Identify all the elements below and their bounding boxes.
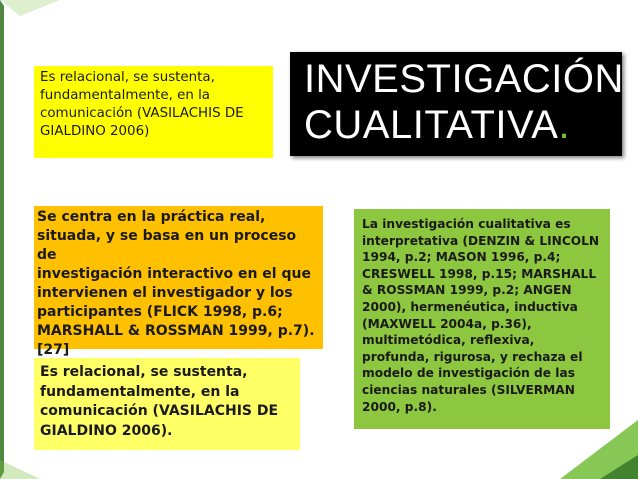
title-line-2-text: CUALITATIVA xyxy=(304,103,559,147)
title-line-2 xyxy=(304,102,608,148)
title-period: . xyxy=(558,103,571,147)
text-box-interpretative-green: La investigación cualitativa es interpretativa (DENZIN & LINCOLN 1994, p.2; MASON 1996, p.4; CRESWELL 1998, p.15; MARSHALL & ROSSMAN 1999, p.2; ANGEN 2000), hermenéutica, inductiva (MAXWELL 2004a, p.36), multimetódica, reflexiva, profunda, rigurosa, y rechaza el modelo de investigación de las ciencias naturales (SILVERMAN 2000, p.8). xyxy=(354,209,610,429)
title-line-1: INVESTIGACIÓN xyxy=(304,57,624,101)
text-box-practice-orange: Se centra en la práctica real, situada, y se basa en un proceso de investigación interactivo en el que intervienen el investigador y los participantes (FLICK 1998, p.6; MARSHALL & ROSSMAN 1999, p.7). [27] xyxy=(34,206,323,349)
slide-title xyxy=(290,52,622,156)
text-box-relational-yellow: Es relacional, se sustenta, fundamentalmente, en la comunicación (VASILACHIS DE GIALDINO 2006) xyxy=(34,66,273,158)
text-box-relational-light-yellow: Es relacional, se sustenta, fundamentalmente, en la comunicación (VASILACHIS DE GIALDINO 2006). xyxy=(34,358,300,450)
